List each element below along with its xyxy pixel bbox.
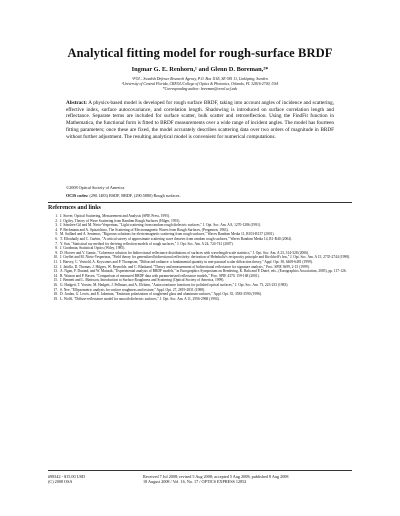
- reference-number: 5.: [55, 232, 58, 237]
- reference-text: P. Beckmann and A. Spizzichino, The Scattering of Electromagnetic Waves from Rough Surfaces, (Pergamon, 1963).: [60, 227, 229, 232]
- reference-number: 8.: [55, 246, 58, 251]
- paper-title: Analytical fitting model for rough-surface BRDF: [67, 46, 333, 60]
- reference-text: T. Elfouhaily and C. Guérin, "A critical survey of approximate scattering wave theories from random rough surfaces," Waves Random Media 14, R1-R40 (2004).: [60, 236, 293, 241]
- affiliation-line: ²University of Central Florida, CREOL/College of Optics & Photonics, Orlando, FL 32816-2700, USA: [121, 82, 279, 86]
- reference-text: D. Jordan, G. Lewis, and E. Jakeman, "Emission polarization of roughened glass and aluminum surfaces," Appl. Opt. 35, 3583-3590 (1996).: [60, 292, 262, 297]
- reference-number: 6.: [55, 236, 58, 241]
- divider: [48, 202, 352, 203]
- reference-number: 15.: [53, 278, 58, 283]
- ocis-codes: [66, 193, 334, 198]
- reference-text: I. Harvey, C. Vernold, A. Krywonos and P. Thompson, "Diffracted radiance: a fundamental quantity in non-paraxial scalar diffraction theory," Appl. Opt. 38, 6469-6481 (1999).: [60, 259, 313, 264]
- reference-text: Y. Sun, "Statistical ray method for deriving reflection models of rough surfaces," J. Opt. Soc. Am. A 24, 724-741 (2007).: [60, 241, 234, 246]
- reference-item: [48, 297, 352, 302]
- footer-journal-info: 18 August 2008 / Vol. 16, No. 17 / OPTICS EXPRESS 12852: [143, 479, 247, 485]
- divider: [48, 470, 352, 471]
- reference-text: J. Goodman, Statistical Optics (Wiley, 1985).: [60, 246, 126, 251]
- reference-text: J. Sánchez-Gil and M. Nieto-Vesperinas, "Light scattering from random rough dielectric surfaces," J. Opt. Soc. Am. A 8, 1270-1286 (1991).: [60, 223, 262, 228]
- reference-number: 17.: [53, 287, 58, 292]
- reference-number: 18.: [53, 292, 58, 297]
- footer-dates: Received 7 Jul 2008; revised 5 Aug 2008; accepted 5 Aug 2008; published 8 Aug 2008: [143, 474, 289, 479]
- references-heading: References and links: [48, 205, 101, 211]
- footer-copyright: (C) 2008 OSA: [48, 479, 73, 485]
- reference-text: J. Jafolla, D. Thomas, J. Hilgers, W. Reynolds, and C. Blasband, "Theory and measurement of bidirectional reflectance for signature analysis," Proc. SPIE 3699, 2-15 (1999).: [60, 264, 310, 269]
- abstract-label: Abstract:: [66, 100, 88, 106]
- reference-number: 13.: [53, 269, 58, 274]
- page-footer: [48, 474, 352, 485]
- reference-text: L. Wolff, "Diffuse-reflectance model for smooth dielectric surfaces," J. Opt. Soc. Am. A 11, 2956-2968 (1994).: [60, 296, 220, 301]
- corresponding-author: *Corresponding author: boreman@creol.ucf.edu: [162, 87, 238, 91]
- references-list: [48, 214, 352, 301]
- reference-text: M. Saillard and A. Sentenac, "Rigorous solutions for electromagnetic scattering from rough surfaces," Waves Random Media 11, R103-R137 (2001).: [60, 232, 275, 237]
- author-list: Ingmar G. E. Renhorn,¹ and Glenn D. Boreman,²*: [131, 66, 269, 73]
- reference-number: 9.: [55, 250, 58, 255]
- reference-text: R. Watson and P. Raven, "Comparison of measured BRDF data with parameterized reflectance models," Proc. SPIE 4370, 159-168 (2001).: [60, 273, 260, 278]
- reference-number: 19.: [53, 296, 58, 301]
- affiliations: [70, 77, 330, 92]
- reference-number: 11.: [53, 259, 58, 264]
- footer-document-id: #98342 - $15.00 USD: [48, 474, 85, 479]
- reference-text: J. Ogilvy, Theory of Wave Scattering from Random Rough Surfaces (Hilger, 1991).: [60, 218, 181, 223]
- copyright: ©2008 Optical Society of America: [66, 185, 125, 190]
- reference-number: 14.: [53, 273, 58, 278]
- ocis-text: (290.1483) BSDF, BRDF, (290.5880) Rough surfaces.: [88, 193, 181, 198]
- reference-number: 1.: [55, 214, 58, 218]
- ocis-label: OCIS codes:: [66, 193, 89, 198]
- reference-number: 3.: [55, 223, 58, 228]
- abstract: [66, 100, 334, 140]
- reference-number: 4.: [55, 227, 58, 232]
- reference-number: 12.: [53, 264, 58, 269]
- reference-text: S. Nee, "Ellipsometric analysis for surface roughness and texture," Appl. Opt. 27, 2819-2831 (1988).: [60, 287, 206, 292]
- reference-number: 7.: [55, 241, 58, 246]
- affiliation-line: ¹FOI – Swedish Defence Research Agency, P.O. Box 1165, SE-581 11, Linköping, Sweden: [132, 77, 268, 81]
- reference-number: 16.: [53, 282, 58, 287]
- reference-text: D. Hoover and V. Gamiz, "Coherence solution for bidirectional reflectance distributions of surfaces with wavelength-scale statistics," J. Opt. Soc. Am. A 23, 314-328 (2006).: [60, 250, 310, 255]
- reference-text: J. Greffet and M. Nieto-Vesperinas, "Field theory for generalized bidirectional reflectivity: derivation of Helmholtz's reciprocity principle and Kirchhoff's law," J. Opt. Soc. Am. A 15, 2735-2744 (1998).: [60, 255, 351, 260]
- reference-number: 10.: [53, 255, 58, 260]
- reference-text: J. Stover, Optical Scattering, Measurement and Analysis (SPIE Press, 1995).: [60, 214, 171, 218]
- reference-text: G. Hadgett, T. Vorster, M. Hadgett, J. Pellmarr, and A. Ulrhärn, "Autocovariance functions for polished optical surfaces," J. Opt. Soc. Am. 73, 223-233 (1983).: [60, 282, 289, 287]
- abstract-text: A physics-based model is developed for rough surface BRDF, taking into account angles of incidence and scattering, effective index, surface autocovariance, and correlation length. Shadowing is introduced on surface correlation length and reflectance. Separate terms are included for surface scatter, bulk scatter and retroreflection. Using the FindFit function in Mathematica, the functional form is fitted to BRDF measurements over a wide range of incident angles. The model has fourteen fitting parameters; once these are fixed, the model accurately describes scattering data over two orders of magnitude in BRDF without further adjustment. The resulting analytical model is convenient for numerical computations.: [66, 100, 334, 140]
- reference-text: A. Ngan, F. Durand, and W. Matusik, "Experimental analysis of BRDF models," in Eurographics Symposium on Rendering, K. Bala and P. Dutré, eds., (Eurographics Association, 2005), pp. 117-126.: [60, 269, 347, 274]
- reference-number: 2.: [55, 218, 58, 223]
- reference-text: J. Bennett and L. Mattsson, Introduction to Surface Roughness and Scattering (Optical Society of America, 1999).: [60, 278, 225, 283]
